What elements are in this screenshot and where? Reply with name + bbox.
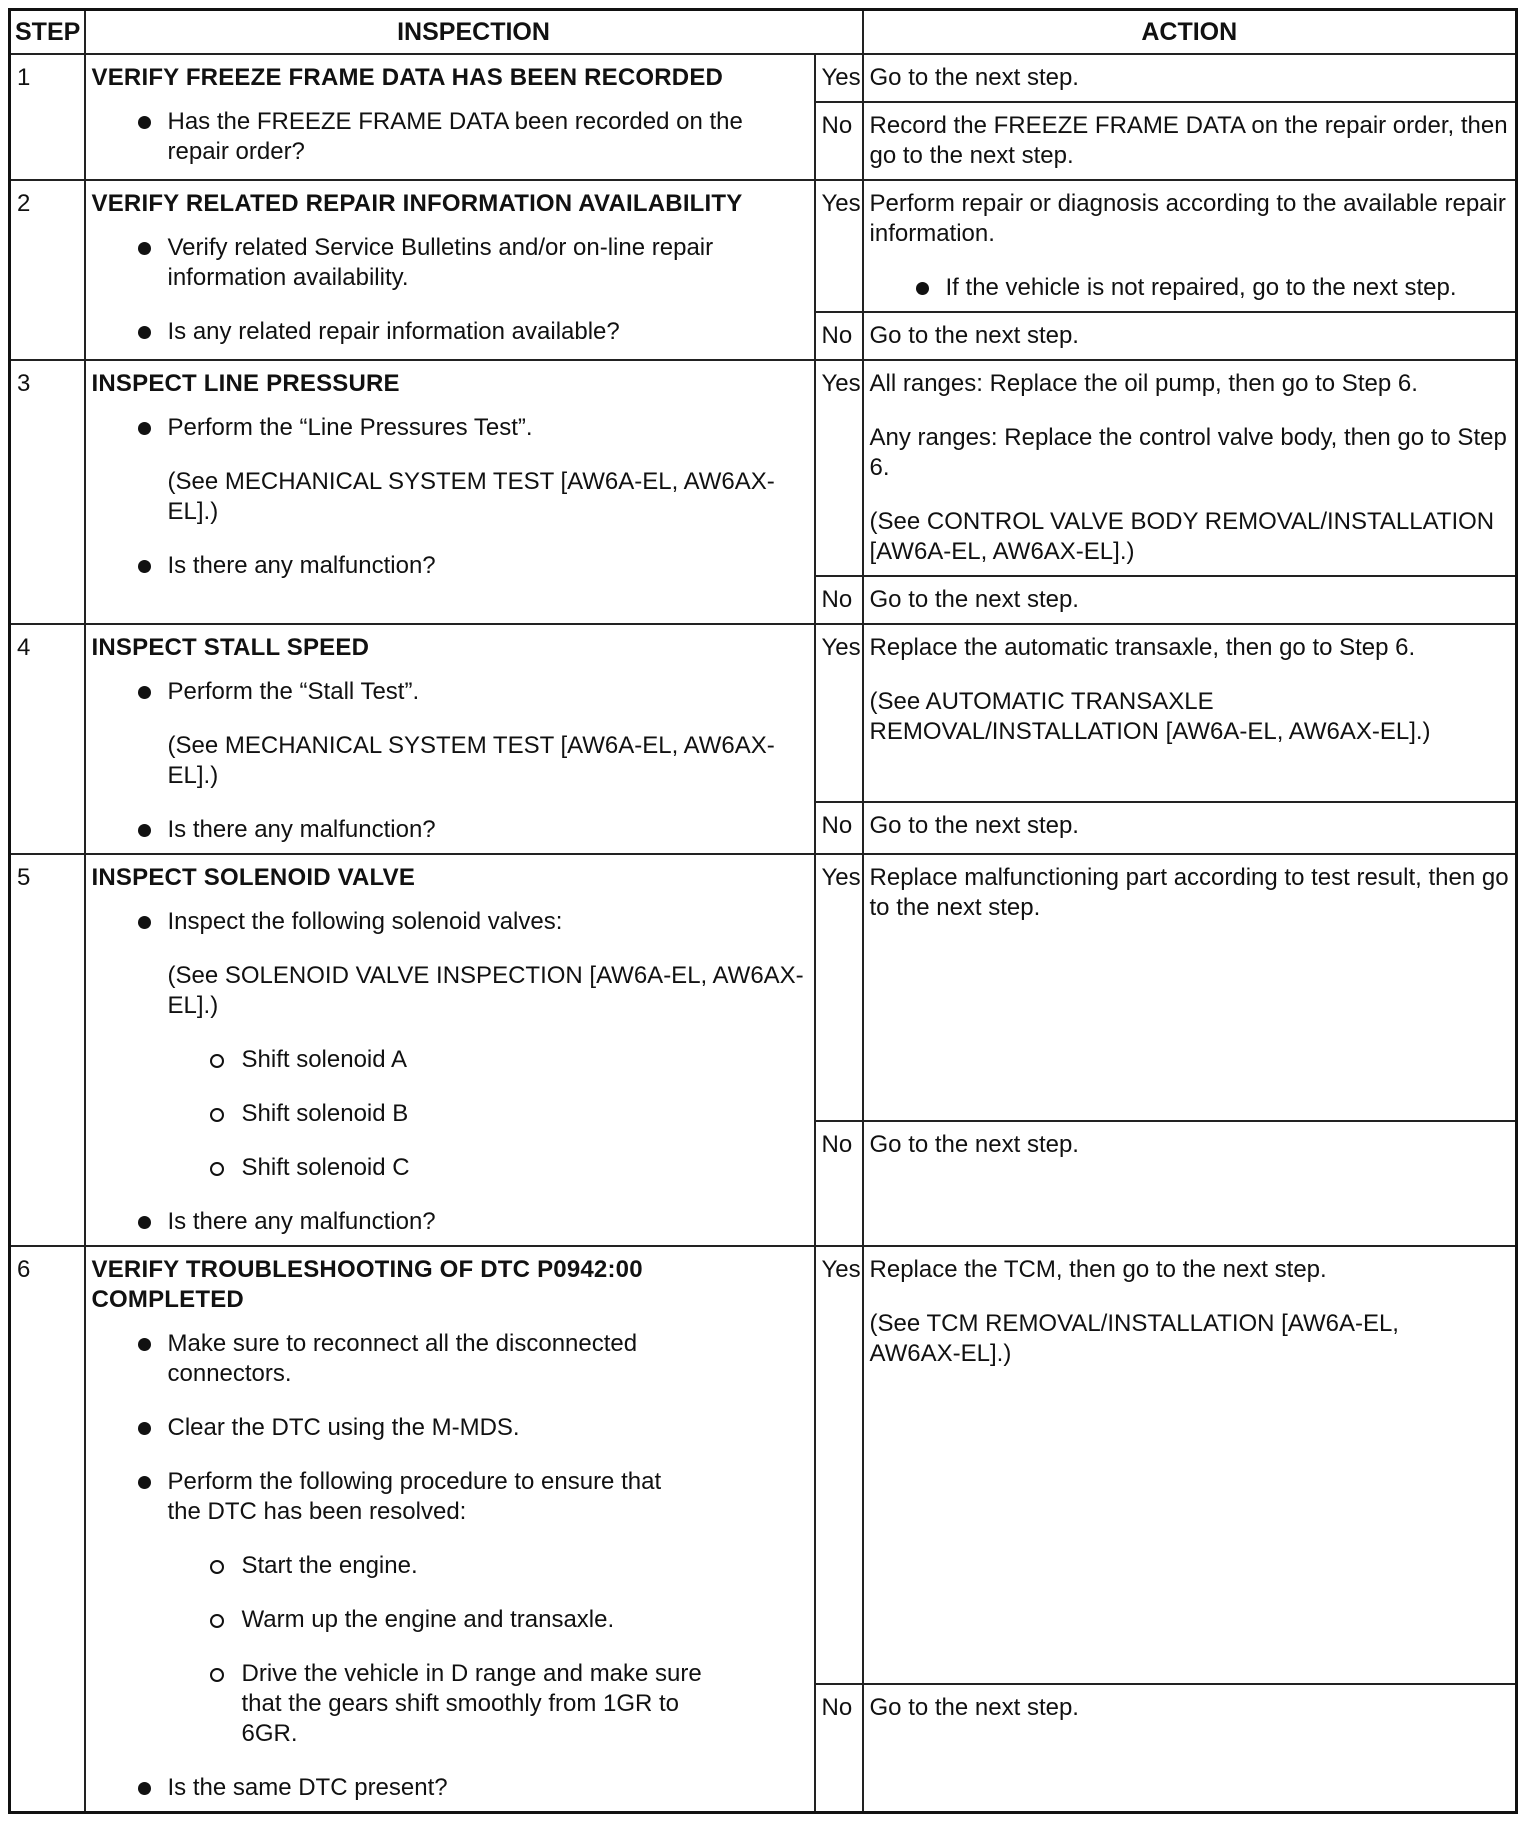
inspection-list xyxy=(92,107,808,167)
action-text: Replace the automatic transaxle, then go to Step 6. xyxy=(869,634,1416,661)
step-number: 3 xyxy=(10,360,85,624)
no-label: No xyxy=(815,576,863,624)
sub-list-item: Drive the vehicle in D range and make sure that the gears shift smoothly from 1GR to 6GR. xyxy=(92,1659,722,1749)
list-item: Is there any malfunction? xyxy=(92,1207,808,1237)
inspection-cell xyxy=(85,54,815,180)
header-action: ACTION xyxy=(863,10,1517,55)
list-item: Verify related Service Bulletins and/or on-line repair information availability. xyxy=(92,233,808,293)
action-text: Go to the next step. xyxy=(869,812,1079,839)
list-item: Perform the “Line Pressures Test”. xyxy=(92,413,808,443)
inspection-cell xyxy=(85,180,815,360)
yes-action xyxy=(863,54,1517,102)
list-item: If the vehicle is not repaired, go to the next step. xyxy=(870,273,1510,303)
table-row xyxy=(10,54,1517,102)
inspection-list xyxy=(92,907,808,937)
sub-list-item: Start the engine. xyxy=(92,1551,808,1581)
no-action xyxy=(863,576,1517,624)
action-list xyxy=(870,273,1510,303)
action-text: (See AUTOMATIC TRANSAXLE REMOVAL/INSTALLATION [AW6A-EL, AW6AX-EL].) xyxy=(869,688,1431,745)
action-text: Any ranges: Replace the control valve body, then go to Step 6. xyxy=(869,424,1507,481)
action-text: Go to the next step. xyxy=(869,586,1079,613)
sub-list-item: Shift solenoid B xyxy=(92,1099,808,1129)
yes-label: Yes xyxy=(815,624,863,802)
action-text: Record the FREEZE FRAME DATA on the repair order, then go to the next step. xyxy=(869,112,1508,169)
inspection-cell xyxy=(85,854,815,1246)
inspection-cell xyxy=(85,624,815,854)
inspection-list xyxy=(92,233,808,347)
table-header-row xyxy=(10,10,1517,55)
reference-text: (See SOLENOID VALVE INSPECTION [AW6A-EL, AW6AX-EL].) xyxy=(167,962,804,1019)
action-text: Go to the next step. xyxy=(869,1131,1079,1158)
inspection-list xyxy=(92,677,808,707)
list-item: Is there any malfunction? xyxy=(92,815,808,845)
inspection-list xyxy=(92,1207,808,1237)
yes-label: Yes xyxy=(815,54,863,102)
reference-text: (See MECHANICAL SYSTEM TEST [AW6A-EL, AW6AX-EL].) xyxy=(167,732,775,789)
table-row xyxy=(10,1246,1517,1684)
sub-list-item: Shift solenoid C xyxy=(92,1153,808,1183)
list-item: Make sure to reconnect all the disconnected connectors. xyxy=(92,1329,648,1389)
list-item: Perform the “Stall Test”. xyxy=(92,677,808,707)
header-step: STEP xyxy=(10,10,85,55)
no-label: No xyxy=(815,312,863,360)
step-number: 4 xyxy=(10,624,85,854)
inspection-list xyxy=(92,413,808,443)
header-inspection: INSPECTION xyxy=(85,10,863,55)
list-item: Inspect the following solenoid valves: xyxy=(92,907,808,937)
yes-action xyxy=(863,360,1517,576)
table-row xyxy=(10,360,1517,576)
sub-list-item: Shift solenoid A xyxy=(92,1045,808,1075)
step-number: 2 xyxy=(10,180,85,360)
step-title: INSPECT LINE PRESSURE xyxy=(91,370,400,397)
action-text: All ranges: Replace the oil pump, then go to Step 6. xyxy=(869,370,1418,397)
action-text: Go to the next step. xyxy=(869,322,1079,349)
table-row xyxy=(10,854,1517,1121)
yes-label: Yes xyxy=(815,854,863,1121)
list-item: Has the FREEZE FRAME DATA been recorded on the repair order? xyxy=(92,107,808,167)
no-label: No xyxy=(815,1121,863,1246)
list-item: Is any related repair information available? xyxy=(92,317,808,347)
inspection-list xyxy=(92,815,808,845)
table-row xyxy=(10,180,1517,312)
action-text: (See CONTROL VALVE BODY REMOVAL/INSTALLATION [AW6A-EL, AW6AX-EL].) xyxy=(869,508,1495,565)
list-item: Is there any malfunction? xyxy=(92,551,808,581)
action-text: (See TCM REMOVAL/INSTALLATION [AW6A-EL, AW6AX-EL].) xyxy=(869,1310,1399,1367)
no-action xyxy=(863,102,1517,180)
list-item: Is the same DTC present? xyxy=(92,1773,808,1803)
action-text: Go to the next step. xyxy=(869,1694,1079,1721)
table-row xyxy=(10,624,1517,802)
diagnostic-table xyxy=(8,8,1518,1814)
yes-label: Yes xyxy=(815,180,863,312)
inspection-cell xyxy=(85,360,815,624)
list-item: Clear the DTC using the M-MDS. xyxy=(92,1413,808,1443)
step-title: INSPECT STALL SPEED xyxy=(91,634,370,661)
step-title: INSPECT SOLENOID VALVE xyxy=(91,864,416,891)
step-number: 1 xyxy=(10,54,85,180)
list-item: Perform the following procedure to ensure that the DTC has been resolved: xyxy=(92,1467,668,1527)
action-text: Go to the next step. xyxy=(869,64,1079,91)
no-label: No xyxy=(815,102,863,180)
action-text: Replace the TCM, then go to the next step. xyxy=(869,1256,1327,1283)
yes-label: Yes xyxy=(815,1246,863,1684)
sub-list xyxy=(92,1551,808,1749)
inspection-list xyxy=(92,1773,808,1803)
sub-list xyxy=(92,1045,808,1183)
no-label: No xyxy=(815,1684,863,1813)
reference-text: (See MECHANICAL SYSTEM TEST [AW6A-EL, AW6AX-EL].) xyxy=(167,468,775,525)
yes-action xyxy=(863,1246,1517,1684)
no-action xyxy=(863,802,1517,854)
action-text: Perform repair or diagnosis according to the available repair information. xyxy=(869,190,1506,247)
step-title: VERIFY RELATED REPAIR INFORMATION AVAILABILITY xyxy=(91,190,743,217)
inspection-list xyxy=(92,1329,808,1527)
yes-action xyxy=(863,854,1517,1121)
step-title: VERIFY TROUBLESHOOTING OF DTC P0942:00 COMPLETED xyxy=(91,1256,643,1313)
no-action xyxy=(863,1121,1517,1246)
yes-label: Yes xyxy=(815,360,863,576)
diagnostic-procedure-page xyxy=(8,8,1515,1814)
step-number: 6 xyxy=(10,1246,85,1813)
action-text: Replace malfunctioning part according to test result, then go to the next step. xyxy=(869,864,1509,921)
yes-action xyxy=(863,180,1517,312)
inspection-list xyxy=(92,551,808,581)
no-action xyxy=(863,1684,1517,1813)
no-label: No xyxy=(815,802,863,854)
step-title: VERIFY FREEZE FRAME DATA HAS BEEN RECORDED xyxy=(91,64,724,91)
sub-list-item: Warm up the engine and transaxle. xyxy=(92,1605,808,1635)
no-action xyxy=(863,312,1517,360)
inspection-cell xyxy=(85,1246,815,1813)
yes-action xyxy=(863,624,1517,802)
step-number: 5 xyxy=(10,854,85,1246)
